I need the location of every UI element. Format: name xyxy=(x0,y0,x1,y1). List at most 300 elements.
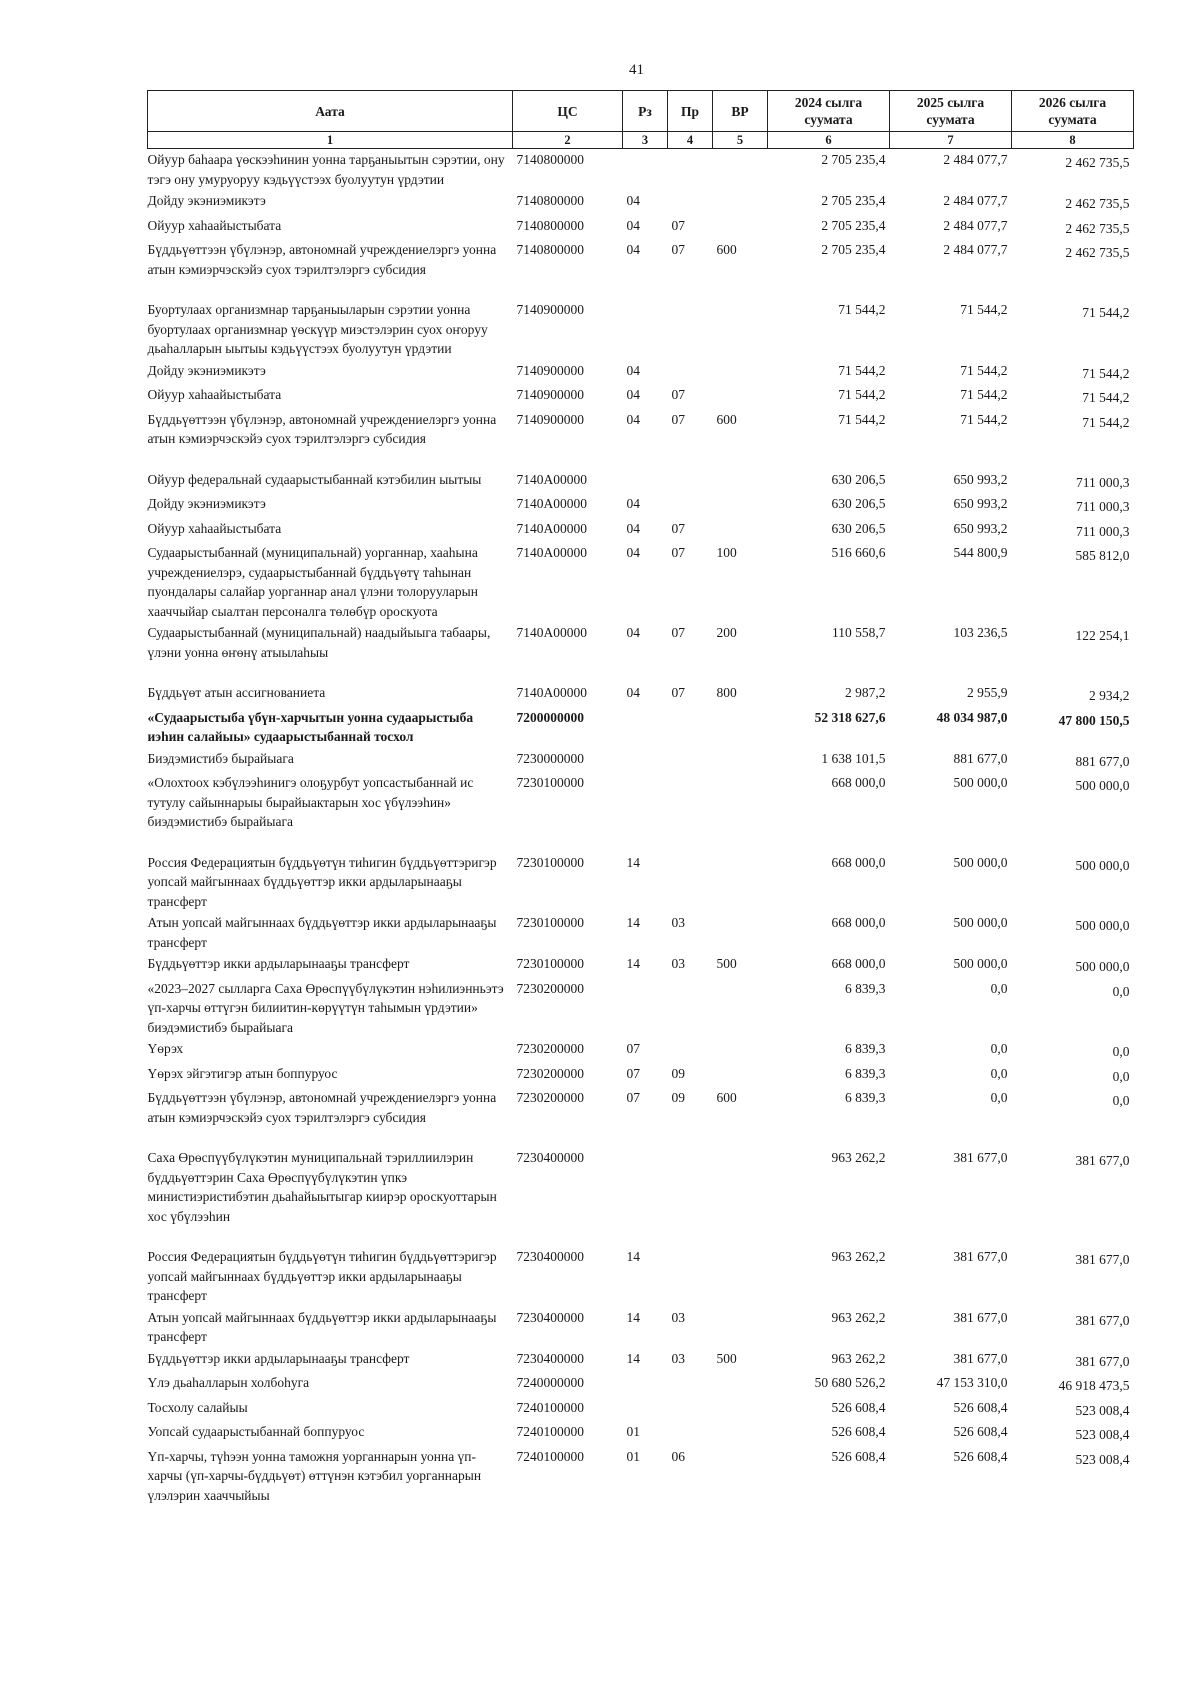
row-cs: 7140A00000 xyxy=(516,625,587,640)
row-rz: 01 xyxy=(626,1448,640,1464)
table-row xyxy=(148,149,1134,191)
row-vr xyxy=(713,1421,768,1446)
row-cs: 7140900000 xyxy=(516,411,584,427)
row-cs: 7230200000 xyxy=(516,1041,584,1056)
row-name: Ойуур хаһаайыстыбата xyxy=(147,217,282,233)
row-2025: 881 677,0 xyxy=(953,750,1008,766)
row-cs: 7240100000 xyxy=(516,1399,584,1415)
row-vr xyxy=(713,518,768,543)
row-2024: 630 206,5 xyxy=(831,520,886,536)
row-vr: 600 xyxy=(716,411,737,427)
row-rz: 14 xyxy=(626,1350,640,1366)
row-pr xyxy=(668,1397,713,1422)
row-name: Бүддьүөттээн үбүлэнэр, автономнай учреждениелэргэ уонна атын кэмиэрчэскэйэ суох тэрилтэлэргэ субсидия xyxy=(147,242,497,277)
row-2026: 2 462 735,5 xyxy=(1065,196,1130,211)
row-vr: 600 xyxy=(716,1090,737,1105)
row-cs: 7140A00000 xyxy=(516,496,587,511)
row-cs: 7140A00000 xyxy=(516,520,587,536)
row-pr xyxy=(668,469,713,494)
column-number: 7 xyxy=(890,132,1012,149)
row-2024: 963 262,2 xyxy=(831,1150,886,1165)
column-number: 3 xyxy=(623,132,668,149)
row-name: Бүддьүөттээн үбүлэнэр, автономнай учреждениелэргэ уонна атын кэмиэрчэскэйэ суох тэрилтэлэргэ субсидия xyxy=(147,1090,497,1125)
table-row xyxy=(148,299,1134,360)
row-2024: 2 705 235,4 xyxy=(821,193,886,208)
row-cs: 7230200000 xyxy=(516,1065,584,1081)
row-2026: 523 008,4 xyxy=(1075,1451,1130,1467)
row-2026: 381 677,0 xyxy=(1075,1252,1130,1267)
row-2025: 71 544,2 xyxy=(960,411,1008,427)
table-row xyxy=(148,469,1134,494)
row-rz: 07 xyxy=(626,1041,640,1056)
header-rz: Рз xyxy=(623,91,668,132)
row-2024: 668 000,0 xyxy=(831,775,886,790)
row-2024: 526 608,4 xyxy=(831,1448,886,1464)
column-number: 1 xyxy=(148,132,513,149)
table-row xyxy=(148,409,1134,469)
row-pr xyxy=(668,852,713,913)
row-name: Ойуур хаһаайыстыбата xyxy=(147,387,282,402)
row-name: Үөрэх xyxy=(147,1041,184,1056)
row-2026: 0,0 xyxy=(1112,983,1130,999)
row-vr xyxy=(713,469,768,494)
row-2025: 2 484 077,7 xyxy=(943,193,1008,208)
row-2025: 650 993,2 xyxy=(953,520,1008,536)
row-pr: 07 xyxy=(671,411,685,427)
row-vr xyxy=(713,978,768,1039)
row-name: Ойуур баһаара үөскээһинин уонна тарҕаныытын сэрэтии, ону тэгэ ону умуруоруу кэдьүүстээх буолуутун үрдэтии xyxy=(147,152,505,187)
row-rz xyxy=(623,978,668,1039)
row-2024: 668 000,0 xyxy=(831,915,886,930)
row-cs: 7230100000 xyxy=(516,854,584,870)
column-number: 2 xyxy=(513,132,623,149)
row-2026: 585 812,0 xyxy=(1075,548,1130,563)
header-2025: 2025 сылга суумата xyxy=(890,91,1012,132)
row-pr: 03 xyxy=(671,1309,685,1325)
row-rz xyxy=(623,149,668,191)
table-row xyxy=(148,1397,1134,1422)
table-row xyxy=(148,1446,1134,1507)
row-2025: 0,0 xyxy=(990,1041,1008,1056)
row-cs: 7140A00000 xyxy=(516,545,587,560)
row-rz: 14 xyxy=(626,956,640,971)
budget-table xyxy=(147,90,1134,1506)
row-rz: 04 xyxy=(626,193,640,208)
row-rz: 04 xyxy=(626,362,640,378)
row-rz: 07 xyxy=(626,1065,640,1081)
header-name: Аата xyxy=(148,91,513,132)
row-name: Бүддьүөттэр икки ардыларынааҕы трансферт xyxy=(147,1350,410,1366)
row-vr xyxy=(713,707,768,748)
row-vr xyxy=(713,852,768,913)
row-rz: 07 xyxy=(626,1090,640,1105)
row-rz xyxy=(623,1372,668,1397)
row-2025: 650 993,2 xyxy=(953,496,1008,511)
row-pr: 03 xyxy=(671,1350,685,1366)
row-pr: 07 xyxy=(671,387,685,402)
table-row xyxy=(148,748,1134,773)
row-2024: 963 262,2 xyxy=(831,1350,886,1366)
row-vr xyxy=(713,1446,768,1507)
row-name: «Судаарыстыба үбүн-харчытын уонна судаарыстыба иэһин салайыы» судаарыстыбаннай тосхол xyxy=(147,709,474,744)
row-2024: 668 000,0 xyxy=(831,854,886,870)
row-2025: 500 000,0 xyxy=(953,956,1008,971)
row-2024: 50 680 526,2 xyxy=(814,1375,886,1390)
row-vr xyxy=(713,360,768,385)
row-rz: 14 xyxy=(626,854,640,870)
table-row xyxy=(148,682,1134,707)
row-2026: 122 254,1 xyxy=(1075,628,1130,643)
row-vr xyxy=(713,1147,768,1246)
row-pr xyxy=(668,299,713,360)
row-2026: 2 934,2 xyxy=(1089,688,1130,703)
table-row xyxy=(148,978,1134,1039)
row-rz xyxy=(623,299,668,360)
row-pr: 07 xyxy=(671,545,685,560)
row-rz: 04 xyxy=(626,387,640,402)
row-cs: 7140900000 xyxy=(516,302,584,317)
row-name: «2023–2027 сылларга Саха Өрөспүүбүлүкэтин нэһилиэнньэтэ үп-харчы өттүгэн билиитин-көрүүтүн таһымын үрдэтии» биэдэмистибэ бырайыага xyxy=(147,980,504,1035)
row-name: Россия Федерациятын бүддьүөтүн тиһигин бүддьүөттэригэр уопсай майгыннаах бүддьүөттэр икки ардыларынааҕы трансферт xyxy=(147,854,497,909)
row-2025: 2 484 077,7 xyxy=(943,242,1008,257)
column-number: 6 xyxy=(768,132,890,149)
row-vr: 800 xyxy=(716,685,737,700)
row-name: Буортулаах организмнар тарҕаныыларын сэрэтии уонна буортулаах организмнар үөскүүр миэстэлэрин суох оҥоруу дьаһалларын ыытыы кэдьүүстээх буолуутун үрдэтии xyxy=(147,302,488,356)
row-2025: 650 993,2 xyxy=(953,471,1008,487)
row-2024: 71 544,2 xyxy=(838,411,886,427)
row-vr: 100 xyxy=(716,545,737,560)
table-row xyxy=(148,542,1134,622)
row-2025: 381 677,0 xyxy=(953,1249,1008,1264)
row-2026: 500 000,0 xyxy=(1075,918,1130,933)
row-name: Дойду экэниэмикэтэ xyxy=(147,193,266,208)
row-2025: 500 000,0 xyxy=(953,854,1008,870)
row-2026: 71 544,2 xyxy=(1082,390,1130,405)
table-row xyxy=(148,912,1134,953)
row-2026: 71 544,2 xyxy=(1082,365,1130,381)
row-name: Судаарыстыбаннай (муниципальнай) наадыйыыга табаары, үлэни уонна өҥөнү атыылаһыы xyxy=(147,625,491,660)
row-cs: 7230400000 xyxy=(516,1150,584,1165)
row-name: Ойуур федеральнай судаарыстыбаннай кэтэбилин ыытыы xyxy=(147,471,482,487)
row-pr xyxy=(668,1372,713,1397)
row-cs: 7140A00000 xyxy=(516,471,587,487)
row-vr xyxy=(713,912,768,953)
row-pr: 06 xyxy=(671,1448,685,1464)
row-rz: 04 xyxy=(626,520,640,536)
row-2025: 71 544,2 xyxy=(960,302,1008,317)
row-pr xyxy=(668,748,713,773)
row-2025: 71 544,2 xyxy=(960,387,1008,402)
row-cs: 7230400000 xyxy=(516,1249,584,1264)
table-body xyxy=(148,149,1134,1507)
row-pr xyxy=(668,190,713,215)
row-cs: 7140800000 xyxy=(516,152,584,167)
row-2024: 1 638 101,5 xyxy=(821,750,886,766)
row-2024: 2 705 235,4 xyxy=(821,217,886,233)
row-name: Уопсай судаарыстыбаннай боппуруос xyxy=(147,1424,365,1439)
table-row xyxy=(148,190,1134,215)
row-pr: 07 xyxy=(671,625,685,640)
row-name: Россия Федерациятын бүддьүөтүн тиһигин бүддьүөттэригэр уопсай майгыннаах бүддьүөттэр икки ардыларынааҕы трансферт xyxy=(147,1249,497,1303)
row-pr: 07 xyxy=(671,685,685,700)
row-2025: 2 955,9 xyxy=(967,685,1008,700)
row-pr xyxy=(668,1246,713,1307)
row-2024: 110 558,7 xyxy=(832,625,886,640)
row-vr xyxy=(713,772,768,852)
row-cs: 7230400000 xyxy=(516,1350,584,1366)
row-2025: 500 000,0 xyxy=(953,915,1008,930)
header-pr: Пр xyxy=(668,91,713,132)
row-name: Саха Өрөспүүбүлүкэтин муниципальнай тэриллиилэрин бүддьүөттэрин Саха Өрөспүүбүлүкэтин үпкэ министиэристибэтин дьаһайыытыгар киирэр ороскуоттарын хос үбүлээһин xyxy=(147,1150,497,1224)
row-2026: 0,0 xyxy=(1112,1093,1130,1108)
row-2026: 2 462 735,5 xyxy=(1065,220,1130,236)
row-2025: 2 484 077,7 xyxy=(943,217,1008,233)
row-vr xyxy=(713,1397,768,1422)
row-pr: 09 xyxy=(671,1090,685,1105)
row-rz: 04 xyxy=(626,242,640,257)
row-pr xyxy=(668,1147,713,1246)
table-row xyxy=(148,1372,1134,1397)
row-name: «Олохтоох кэбүлээһинигэ олоҕурбут уопсастыбаннай ис тутулу сайыннарыы бырайыактарын хос үбүлээһин» биэдэмистибэ бырайыага xyxy=(147,775,474,829)
row-vr xyxy=(713,299,768,360)
row-name: Атын уопсай майгыннаах бүддьүөттэр икки ардыларынааҕы трансферт xyxy=(147,915,497,950)
table-row xyxy=(148,953,1134,978)
row-2026: 500 000,0 xyxy=(1075,959,1130,974)
row-pr xyxy=(668,978,713,1039)
row-vr: 500 xyxy=(716,956,737,971)
row-rz: 14 xyxy=(626,1309,640,1325)
row-name: Үөрэх эйгэтигэр атын боппуруос xyxy=(147,1065,338,1081)
row-2024: 668 000,0 xyxy=(831,956,886,971)
row-2025: 381 677,0 xyxy=(953,1350,1008,1366)
header-cs: ЦС xyxy=(513,91,623,132)
row-2025: 103 236,5 xyxy=(953,625,1008,640)
header-vr: ВР xyxy=(713,91,768,132)
row-vr xyxy=(713,748,768,773)
row-pr: 07 xyxy=(671,520,685,536)
row-2026: 0,0 xyxy=(1112,1068,1130,1084)
page-number: 41 xyxy=(629,62,644,78)
row-cs: 7230200000 xyxy=(516,1090,584,1105)
row-2024: 963 262,2 xyxy=(831,1249,886,1264)
row-2026: 71 544,2 xyxy=(1082,414,1130,430)
row-name: Үлэ дьаһалларын холбоһуга xyxy=(147,1375,310,1390)
row-rz xyxy=(623,469,668,494)
row-2026: 0,0 xyxy=(1112,1044,1130,1059)
row-name: Бүддьүөттээн үбүлэнэр, автономнай учреждениелэргэ уонна атын кэмиэрчэскэйэ суох тэрилтэлэргэ субсидия xyxy=(147,411,497,446)
table-row xyxy=(148,622,1134,682)
column-number: 4 xyxy=(668,132,713,149)
row-2026: 381 677,0 xyxy=(1075,1353,1130,1369)
row-2026: 500 000,0 xyxy=(1075,857,1130,873)
row-cs: 7240100000 xyxy=(516,1448,584,1464)
row-2026: 46 918 473,5 xyxy=(1058,1378,1130,1393)
row-2026: 523 008,4 xyxy=(1075,1427,1130,1442)
row-2026: 2 462 735,5 xyxy=(1065,245,1130,260)
row-vr: 600 xyxy=(716,242,737,257)
table-row xyxy=(148,215,1134,240)
row-2024: 963 262,2 xyxy=(831,1309,886,1325)
row-vr: 200 xyxy=(716,625,737,640)
row-pr xyxy=(668,1421,713,1446)
row-vr xyxy=(713,149,768,191)
row-rz: 04 xyxy=(626,685,640,700)
row-rz: 04 xyxy=(626,545,640,560)
table-row xyxy=(148,707,1134,748)
row-cs: 7140800000 xyxy=(516,217,584,233)
row-vr xyxy=(713,1063,768,1088)
row-pr xyxy=(668,1038,713,1063)
row-vr xyxy=(713,215,768,240)
row-2025: 381 677,0 xyxy=(953,1150,1008,1165)
row-rz: 04 xyxy=(626,625,640,640)
row-name: Тосхолу салайыы xyxy=(147,1399,248,1415)
row-rz xyxy=(623,707,668,748)
column-number: 8 xyxy=(1012,132,1134,149)
row-cs: 7230000000 xyxy=(516,750,584,766)
row-2026: 523 008,4 xyxy=(1075,1402,1130,1418)
row-rz: 14 xyxy=(626,1249,640,1264)
row-2025: 2 484 077,7 xyxy=(943,152,1008,167)
row-2025: 381 677,0 xyxy=(953,1309,1008,1325)
row-pr: 03 xyxy=(671,956,685,971)
row-name: Дойду экэниэмикэтэ xyxy=(147,496,266,511)
table-row xyxy=(148,1307,1134,1348)
row-pr xyxy=(668,707,713,748)
column-number: 5 xyxy=(713,132,768,149)
table-row xyxy=(148,1348,1134,1373)
row-2026: 711 000,3 xyxy=(1076,474,1130,490)
row-2024: 6 839,3 xyxy=(845,980,886,996)
table-row xyxy=(148,852,1134,913)
row-2024: 52 318 627,6 xyxy=(814,709,886,725)
table-row xyxy=(148,493,1134,518)
row-2024: 71 544,2 xyxy=(838,302,886,317)
row-2026: 881 677,0 xyxy=(1075,753,1130,769)
table-row xyxy=(148,1063,1134,1088)
table-row xyxy=(148,1246,1134,1307)
row-2025: 0,0 xyxy=(990,1065,1008,1081)
row-cs: 7240100000 xyxy=(516,1424,584,1439)
header-2026: 2026 сылга суумата xyxy=(1012,91,1134,132)
row-2025: 0,0 xyxy=(990,980,1008,996)
row-name: Бүддьүөттэр икки ардыларынааҕы трансферт xyxy=(147,956,410,971)
row-rz xyxy=(623,1397,668,1422)
row-2026: 381 677,0 xyxy=(1075,1153,1130,1168)
row-2024: 526 608,4 xyxy=(831,1424,886,1439)
table-row xyxy=(148,384,1134,409)
row-2024: 516 660,6 xyxy=(831,545,886,560)
row-vr xyxy=(713,384,768,409)
row-rz: 04 xyxy=(626,411,640,427)
row-2025: 526 608,4 xyxy=(953,1424,1008,1439)
row-name: Бүддьүөт атын ассигнованиета xyxy=(147,685,326,700)
table-row xyxy=(148,518,1134,543)
row-name: Ойуур хаһаайыстыбата xyxy=(147,520,282,536)
row-pr xyxy=(668,772,713,852)
row-2024: 6 839,3 xyxy=(845,1041,886,1056)
row-2025: 500 000,0 xyxy=(953,775,1008,790)
row-rz xyxy=(623,1147,668,1246)
row-name: Атын уопсай майгыннаах бүддьүөттэр икки ардыларынааҕы трансферт xyxy=(147,1309,497,1344)
row-rz xyxy=(623,772,668,852)
row-2024: 6 839,3 xyxy=(845,1090,886,1105)
table-row xyxy=(148,360,1134,385)
row-2026: 71 544,2 xyxy=(1082,305,1130,320)
row-2024: 2 987,2 xyxy=(845,685,886,700)
table-row xyxy=(148,1087,1134,1147)
row-rz: 01 xyxy=(626,1424,640,1439)
row-2026: 47 800 150,5 xyxy=(1058,712,1130,728)
row-2024: 2 705 235,4 xyxy=(821,152,886,167)
row-pr: 03 xyxy=(671,915,685,930)
row-pr: 07 xyxy=(671,242,685,257)
row-cs: 7140800000 xyxy=(516,193,584,208)
row-cs: 7230400000 xyxy=(516,1309,584,1325)
row-2025: 48 034 987,0 xyxy=(936,709,1008,725)
row-vr xyxy=(713,1246,768,1307)
table-row xyxy=(148,772,1134,852)
row-2026: 711 000,3 xyxy=(1076,499,1130,514)
row-2024: 6 839,3 xyxy=(845,1065,886,1081)
table-row xyxy=(148,1147,1134,1246)
row-rz: 14 xyxy=(626,915,640,930)
row-cs: 7140800000 xyxy=(516,242,584,257)
row-pr: 07 xyxy=(671,217,685,233)
row-2024: 71 544,2 xyxy=(838,387,886,402)
row-name: Биэдэмистибэ бырайыага xyxy=(147,750,294,766)
row-2025: 47 153 310,0 xyxy=(936,1375,1008,1390)
row-cs: 7240000000 xyxy=(516,1375,584,1390)
table-row xyxy=(148,239,1134,299)
row-2026: 2 462 735,5 xyxy=(1065,155,1130,170)
row-cs: 7230100000 xyxy=(516,775,584,790)
row-pr xyxy=(668,149,713,191)
row-rz: 04 xyxy=(626,217,640,233)
row-2025: 0,0 xyxy=(990,1090,1008,1105)
row-name: Судаарыстыбаннай (муниципальнай) уорганнар, хааһына учреждениелэрэ, судаарыстыбаннай бүддьүөтү таһынан пуондалары салайар уорганнар анал үлэни толорууларын хааччыйар сыалтан персоналга төлөбүр ороскуота xyxy=(147,545,478,619)
row-2025: 544 800,9 xyxy=(953,545,1008,560)
row-2026: 381 677,0 xyxy=(1075,1312,1130,1328)
row-2026: 711 000,3 xyxy=(1076,523,1130,539)
row-pr: 09 xyxy=(671,1065,685,1081)
row-2026: 500 000,0 xyxy=(1075,778,1130,793)
row-cs: 7230100000 xyxy=(516,956,584,971)
row-cs: 7230200000 xyxy=(516,980,584,996)
row-2024: 630 206,5 xyxy=(831,496,886,511)
row-vr xyxy=(713,190,768,215)
row-vr: 500 xyxy=(716,1350,737,1366)
row-2024: 71 544,2 xyxy=(838,362,886,378)
row-2025: 526 608,4 xyxy=(953,1448,1008,1464)
row-name: Үп-харчы, түһээн уонна таможня уорганнарын уонна үп-харчы (үп-харчы-бүддьүөт) өттүнэн кэтэбил уорганнарын үлэлэрин хааччыйыы xyxy=(147,1448,482,1503)
row-2024: 526 608,4 xyxy=(831,1399,886,1415)
header-2024: 2024 сылга суумата xyxy=(768,91,890,132)
row-cs: 7230100000 xyxy=(516,915,584,930)
row-2024: 630 206,5 xyxy=(831,471,886,487)
table-header xyxy=(148,91,1134,149)
row-vr xyxy=(713,1307,768,1348)
row-rz xyxy=(623,748,668,773)
row-vr xyxy=(713,493,768,518)
row-cs: 7140A00000 xyxy=(516,685,587,700)
row-rz: 04 xyxy=(626,496,640,511)
row-cs: 7140900000 xyxy=(516,387,584,402)
row-2025: 71 544,2 xyxy=(960,362,1008,378)
row-vr xyxy=(713,1372,768,1397)
row-cs: 7140900000 xyxy=(516,362,584,378)
row-2025: 526 608,4 xyxy=(953,1399,1008,1415)
